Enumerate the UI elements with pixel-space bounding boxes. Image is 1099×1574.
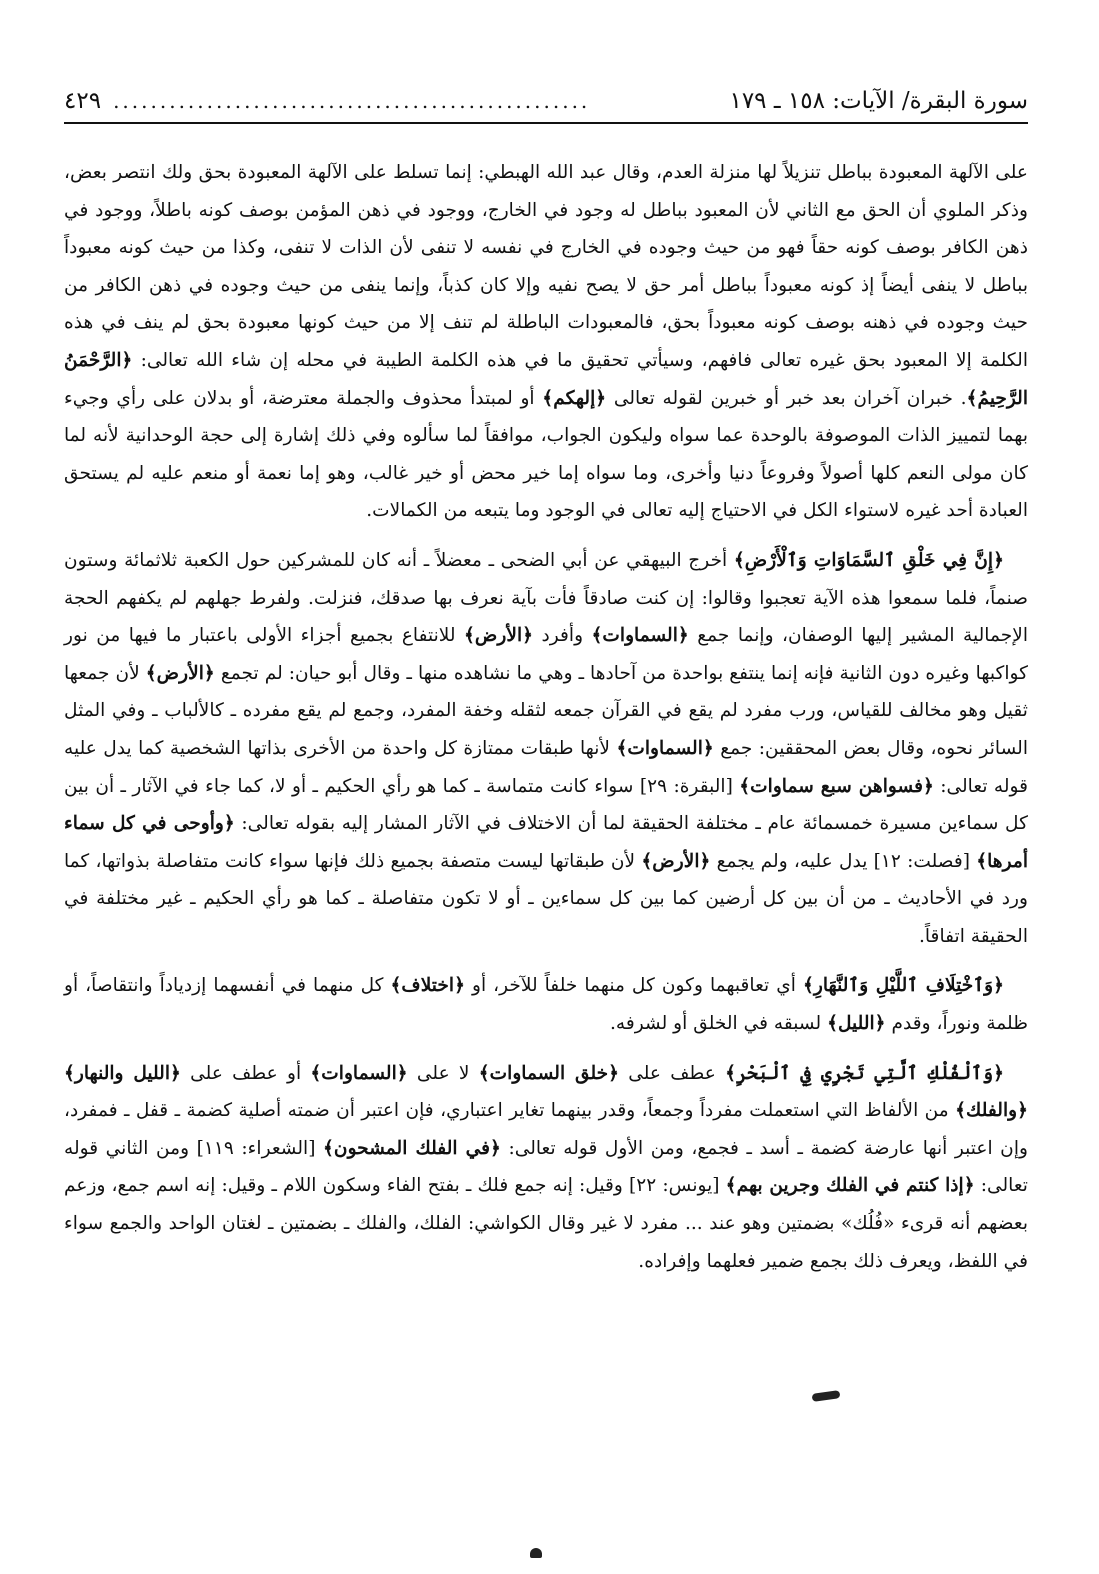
quranic-quote: ﴿الرَّحْمَنُ الرَّحِيمُ﴾: [64, 349, 1029, 409]
paragraph: [64, 967, 1028, 1042]
quranic-quote: ﴿الليل﴾: [827, 1013, 886, 1035]
quranic-quote: ﴿السماوات﴾: [616, 737, 714, 759]
text-run: [يونس: ٢٢] وقيل: إنه جمع فلك ـ بفتح الفاء وسكون اللام ـ وقيل: إنه اسم جمع، وزعم بعضهم أنه قرىء «فُلُك» بضمتين وهو عند ... مفرد لا غير وقال الكواشي: الفلك، والفلك ـ بضمتين ـ لغتان الواحد والجمع سواء في اللفظ، ويعرف ذلك بجمع ضمير فعلهما وإفراده.: [64, 1175, 1028, 1272]
text-run: لا على: [407, 1062, 479, 1084]
quranic-quote: ﴿في الفلك المشحون﴾: [323, 1137, 501, 1159]
quranic-quote: ﴿الأرض﴾: [464, 625, 534, 647]
leader-dots: ...................................................: [113, 89, 591, 113]
text-run: من الألفاظ التي استعملت مفرداً وجمعاً، وقدر بينهما تغاير اعتباري، فإن اعتبر أن ضمته أصلية كضمة ـ قفل ـ فمفرد، وإن اعتبر أنها عارضة كضمة ـ أسد ـ فجمع، ومن الأول قوله تعالى:: [64, 1100, 1028, 1159]
header-rule: [64, 122, 1028, 124]
book-page: [64, 82, 1028, 1542]
quranic-quote: ﴿فسواهن سبع سماوات﴾: [739, 775, 934, 797]
quranic-quote: ﴿خلق السماوات﴾: [478, 1062, 620, 1084]
text-run: كل منهما في أنفسهما إزدياداً وانتقاصاً، أو ظلمة ونوراً، وقدم: [64, 975, 1028, 1035]
quranic-quote: ﴿السماوات﴾: [310, 1062, 408, 1084]
quranic-quote: ﴿إذا كنتم في الفلك وجرين بهم﴾: [725, 1175, 975, 1197]
paragraph: [64, 1055, 1028, 1281]
quranic-quote: ﴿الأرض﴾: [145, 662, 215, 684]
quranic-quote: ﴿وَٱلْفُلْكِ ٱلَّتِي تَجْرِي فِي ٱلْبَحْرِ﴾: [725, 1062, 1005, 1084]
text-run: أي تعاقبهما وكون كل منهما خلفاً للآخر، أو: [464, 975, 803, 997]
quranic-quote: ﴿وأوحى في كل سماء أمرها﴾: [64, 813, 1029, 872]
text-run: . خبران آخران بعد خبر أو خبرين لقوله تعالى: [606, 387, 967, 409]
text-run: [الشعراء: ١١٩] ومن الثاني قوله تعالى:: [64, 1137, 1028, 1197]
page-number: ٤٢٩: [64, 88, 102, 114]
text-run: أو لمبتدأ محذوف والجملة معترضة، أو بدلان على رأي وجيء بهما لتمييز الذات الموصوفة بالوحدة عما سواه وليكون الجواب، موافقاً لما سألوه وفي ذلك إشارة إلى حجة الوحدانية لأنه لما كان مولى النعم كلها أصولاً وفروعاً دنيا وأخرى، وما سواه إما خير محض أو خير غالب، وهو إما نعمة أو منعم عليه لم يستحق العبادة أحد غيره لاستواء الكل في الاحتياج إليه تعالى في الوجود وما يتبعه من الكمالات.: [64, 387, 1028, 522]
text-run: لأنها طبقات ممتازة كل واحدة من الأخرى بذاتها الشخصية كما يدل عليه قوله تعالى:: [64, 737, 1028, 797]
page-bottom-mark: [530, 1548, 542, 1558]
running-header: [64, 82, 1028, 116]
text-run: على الآلهة المعبودة بباطل تنزيلاً لها منزلة العدم، وقال عبد الله الهبطي: إنما تسلط على الآلهة المعبودة بحق ولك انتصر بعض، وذكر الملوي أن الحق مع الثاني لأن المعبود بباطل له وجود في الخارج، ووجود في ذهن المؤمن بوصف كونه باطلاً، ووجود في ذهن الكافر بوصف كونه حقاً فهو من حيث وجوده في الخارج في نفسه لا تنفى لأن الذات لا تنفى، وكذا من حيث كونه معبوداً بباطل لا ينفى أيضاً إذ كونه معبوداً بباطل أمر حق لا يصح نفيه وإلا كان كذباً، وإنما ينفى من حيث وجوده في ذهن الكافر من حيث وجوده في ذهنه بوصف كونه معبوداً بحق، فالمعبودات الباطلة لم تنف إلا من حيث كونها معبودة بحق لم ينف في هذه الكلمة إلا المعبود بحق غيره تعالى فافهم، وسيأتي تحقيق ما في هذه الكلمة الطيبة في محله إن شاء الله تعالى:: [64, 162, 1028, 371]
paragraph: [64, 154, 1028, 530]
quranic-quote: ﴿السماوات﴾: [591, 625, 689, 647]
surah-title: سورة البقرة/ الآيات: ١٥٨ ـ ١٧٩: [729, 88, 1028, 114]
text-run: أو عطف على: [180, 1062, 311, 1084]
quranic-quote: ﴿والفلك﴾: [955, 1100, 1028, 1122]
quranic-quote: ﴿اختلاف﴾: [390, 975, 465, 997]
text-run: وأفرد: [533, 625, 592, 647]
quranic-quote: ﴿الليل والنهار﴾: [64, 1062, 181, 1084]
text-run: أخرج البيهقي عن أبي الضحى ـ معضلاً ـ أنه كان للمشركين حول الكعبة ثلاثمائة وستون صنماً، فلما سمعوا هذه الآية تعجبوا وقالوا: إن كنت صادقاً فأت بآية نعرف بها صدقك، فنزلت. ولفرط جهلهم لم يكفهم الحجة الإجمالية المشير إليها الوصفان، وإنما جمع: [64, 549, 1028, 647]
quranic-quote: ﴿إِنَّ فِي خَلْقِ ٱلسَّمَاوَاتِ وَٱلْأَرْضِ﴾: [733, 549, 1004, 571]
text-run: عطف على: [619, 1062, 726, 1084]
page-body: [64, 154, 1028, 1280]
text-run: لأن طبقاتها ليست متصفة بجميع ذلك فإنها سواء كانت متفاصلة بذواتها، كما ورد في الأحاديث ـ من أن بين كل أرضين كما بين كل سماءين ـ أو لا تكون متفاصلة ـ كما هو رأي الحكيم ـ غير مختلفة في الحقيقة اتفاقاً.: [64, 850, 1028, 947]
text-run: [فصلت: ١٢] يدل عليه، ولم يجمع: [710, 850, 977, 872]
text-run: للانتفاع بجميع أجزاء الأولى باعتبار ما فيها من نور كواكبها وغيره دون الثانية فإنه إنما ينتفع بواحدة من آحادها ـ وهي ما نشاهده منها ـ وقال أبو حيان: لم تجمع: [64, 625, 1029, 684]
text-run: لسبقه في الخلق أو لشرفه.: [609, 1013, 828, 1035]
text-run: [البقرة: ٢٩] سواء كانت متماسة ـ كما هو رأي الحكيم ـ أو لا، كما جاء في الآثار ـ أن بين كل سماءين مسيرة خمسمائة عام ـ مختلفة الحقيقة لما أن الاختلاف في الآثار المشار إليه بقوله تعالى:: [64, 775, 1028, 835]
quranic-quote: ﴿وَٱخْتِلَافِ ٱللَّيْلِ وَٱلنَّهَارِ﴾: [802, 975, 1005, 997]
quranic-quote: ﴿الأرض﴾: [641, 850, 711, 872]
quranic-quote: ﴿إلهكم﴾: [542, 387, 607, 409]
paragraph: [64, 542, 1028, 956]
text-run: لأن جمعها ثقيل وهو مخالف للقياس، ورب مفرد لم يقع في القرآن جمعه لثقله وخفة المفرد، وجمع لم يقع مفرده ـ كالألباب ـ وفي المثل السائر نحوه، وقال بعض المحققين: جمع: [64, 662, 1029, 759]
